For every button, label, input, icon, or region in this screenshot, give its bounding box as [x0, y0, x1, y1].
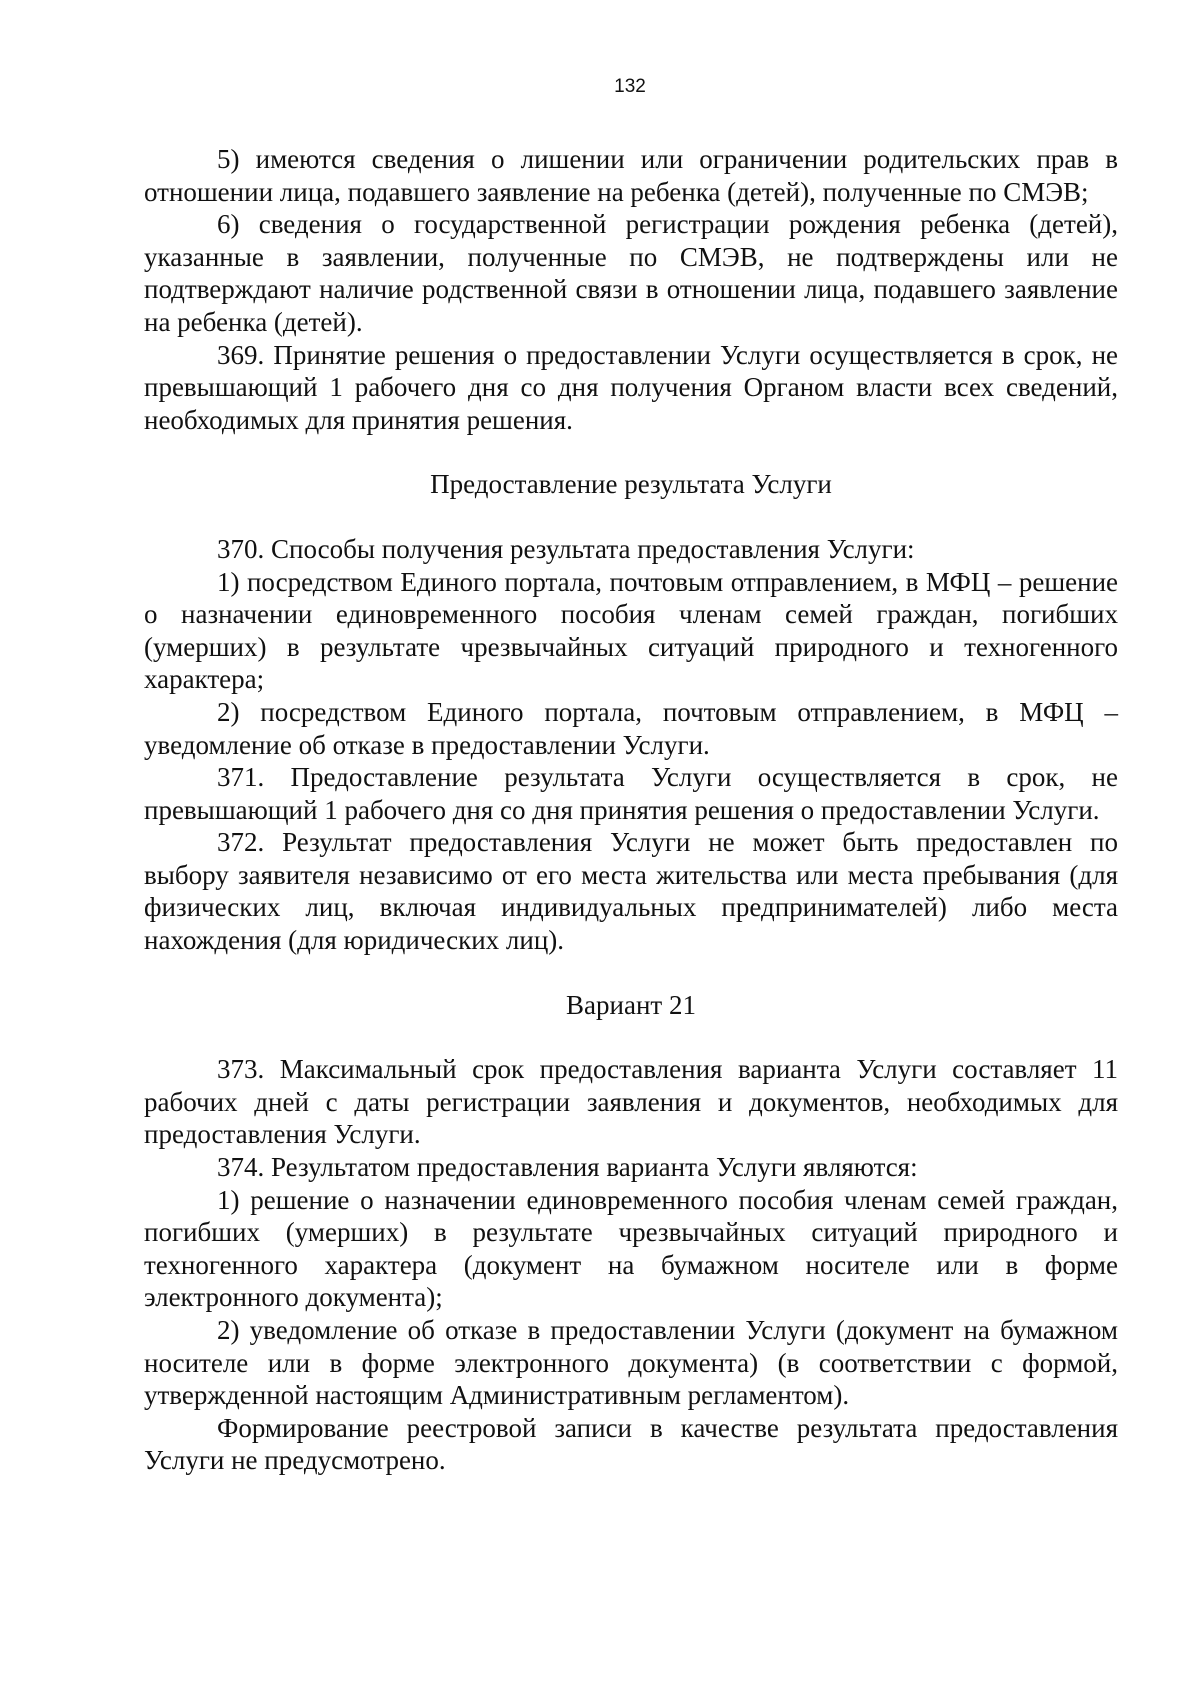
paragraph-370-item-2: 2) посредством Единого портала, почтовым отправлением, в МФЦ – уведомление об отказе в предоставлении Услуги.: [144, 696, 1118, 760]
paragraph-374-item-1: 1) решение о назначении единовременного пособия членам семей граждан, погибших (умерших) в результате чрезвычайных ситуаций природного и техногенного характера (документ на бумажном носителе или в форме электронного документа);: [144, 1184, 1118, 1313]
paragraph-370-item-1: 1) посредством Единого портала, почтовым отправлением, в МФЦ – решение о назначении единовременного пособия членам семей граждан, погибших (умерших) в результате чрезвычайных ситуаций природного и техногенного характера;: [144, 566, 1118, 695]
paragraph-373: 373. Максимальный срок предоставления варианта Услуги составляет 11 рабочих дней с даты регистрации заявления и документов, необходимых для предоставления Услуги.: [144, 1054, 1118, 1150]
paragraph-registry-note: Формирование реестровой записи в качестве результата предоставления Услуги не предусмотрено.: [144, 1412, 1118, 1476]
page-number: 132: [614, 76, 646, 97]
paragraph-369: 369. Принятие решения о предоставлении Услуги осуществляется в срок, не превышающий 1 рабочего дня со дня получения Органом власти всех сведений, необходимых для принятия решения.: [144, 339, 1118, 435]
document-body: [144, 143, 1118, 1477]
section-heading-result: Предоставление результата Услуги: [430, 469, 832, 500]
paragraph-374: 374. Результатом предоставления варианта Услуги являются:: [217, 1152, 918, 1183]
paragraph-370: 370. Способы получения результата предоставления Услуги:: [217, 533, 915, 564]
paragraph-374-item-2: 2) уведомление об отказе в предоставлении Услуги (документ на бумажном носителе или в форме электронного документа) (в соответствии с формой, утвержденной настоящим Административным регламентом).: [144, 1315, 1118, 1411]
paragraph-372: 372. Результат предоставления Услуги не может быть предоставлен по выбору заявителя независимо от его места жительства или места пребывания (для физических лиц, включая индивидуальных предпринимателей) либо места нахождения (для юридических лиц).: [144, 827, 1118, 956]
paragraph-371: 371. Предоставление результата Услуги осуществляется в срок, не превышающий 1 рабочего дня со дня принятия решения о предоставлении Услуги.: [144, 762, 1118, 825]
section-heading-variant-21: Вариант 21: [566, 989, 696, 1020]
paragraph-item-6: 6) сведения о государственной регистрации рождения ребенка (детей), указанные в заявлении, полученные по СМЭВ, не подтверждены или не подтверждают наличие родственной связи в отношении лица, подавшего заявление на ребенка (детей).: [144, 209, 1118, 337]
paragraph-item-5: 5) имеются сведения о лишении или ограничении родительских прав в отношении лица, подавшего заявление на ребенка (детей), полученные по СМЭВ;: [144, 144, 1118, 207]
